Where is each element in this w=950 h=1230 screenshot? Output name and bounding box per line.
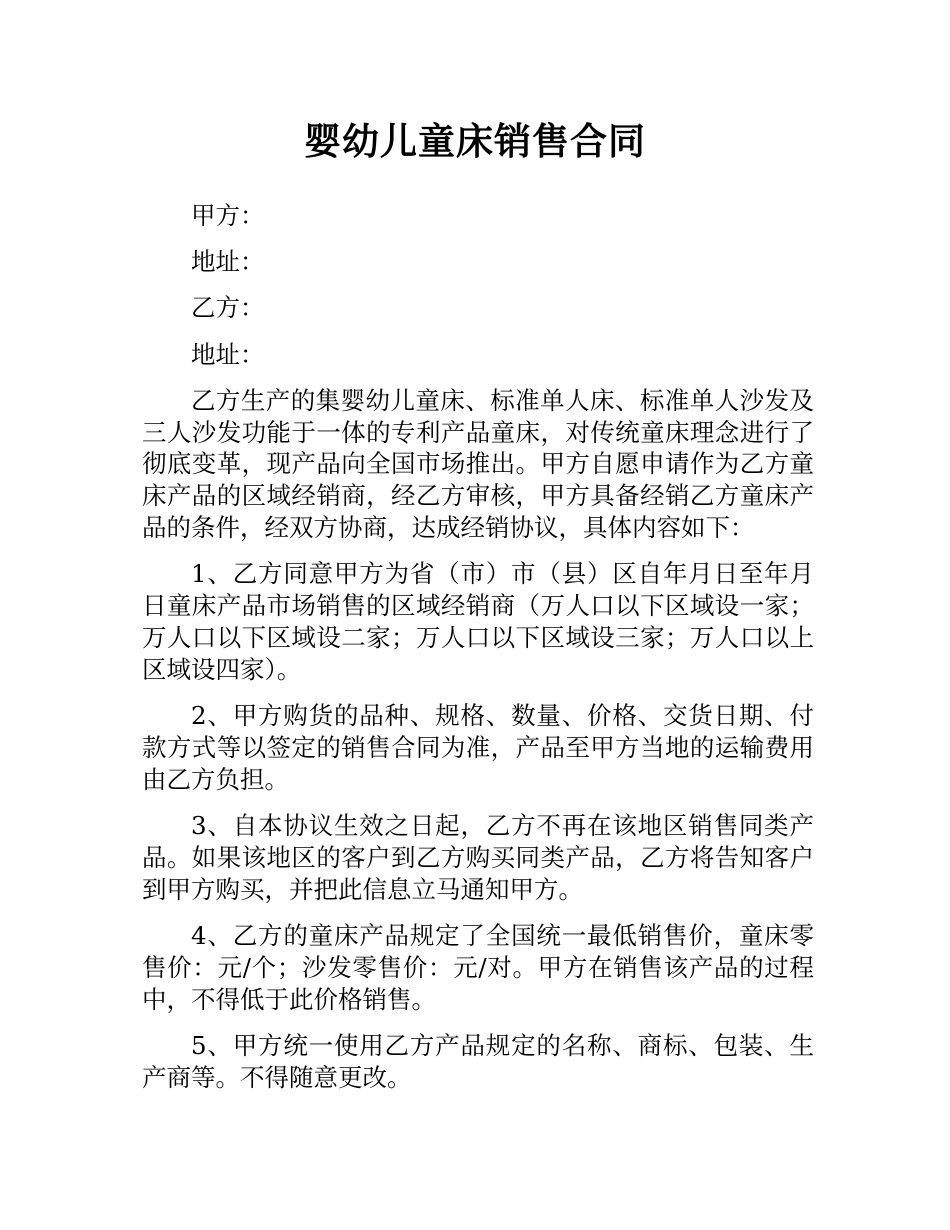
party-b-field: 乙方： bbox=[191, 293, 265, 323]
clause-1-paragraph: 1、乙方同意甲方为省（市）市（县）区自年月日至年月日童床产品市场销售的区域经销商（万人口以下区域设一家；万人口以下区域设二家；万人口以下区域设三家；万人口以上区域设四家）。 bbox=[142, 559, 814, 684]
clause-4-paragraph: 4、乙方的童床产品规定了全国统一最低销售价，童床零售价：元/个；沙发零售价：元/对。甲方在销售该产品的过程中，不得低于此价格销售。 bbox=[142, 921, 814, 1014]
party-a-address-field: 地址： bbox=[191, 247, 265, 277]
clause-3-paragraph: 3、自本协议生效之日起，乙方不再在该地区销售同类产品。如果该地区的客户到乙方购买同类产品，乙方将告知客户到甲方购买，并把此信息立马通知甲方。 bbox=[142, 811, 814, 904]
contract-body bbox=[142, 200, 814, 1108]
clause-2-paragraph: 2、甲方购货的品种、规格、数量、价格、交货日期、付款方式等以签定的销售合同为准，产品至甲方当地的运输费用由乙方负担。 bbox=[142, 701, 814, 794]
intro-paragraph: 乙方生产的集婴幼儿童床、标准单人床、标准单人沙发及三人沙发功能于一体的专利产品童床，对传统童床理念进行了彻底变革，现产品向全国市场推出。甲方自愿申请作为乙方童床产品的区域经销商，经乙方审核，甲方具备经销乙方童床产品的条件，经双方协商，达成经销协议，具体内容如下： bbox=[142, 385, 814, 542]
party-a-field: 甲方： bbox=[191, 201, 265, 230]
contract-title: 婴幼儿童床销售合同 bbox=[304, 120, 646, 163]
party-b-address-field: 地址： bbox=[191, 339, 265, 369]
clause-5-paragraph: 5、甲方统一使用乙方产品规定的名称、商标、包装、生产商等。不得随意更改。 bbox=[142, 1031, 814, 1092]
